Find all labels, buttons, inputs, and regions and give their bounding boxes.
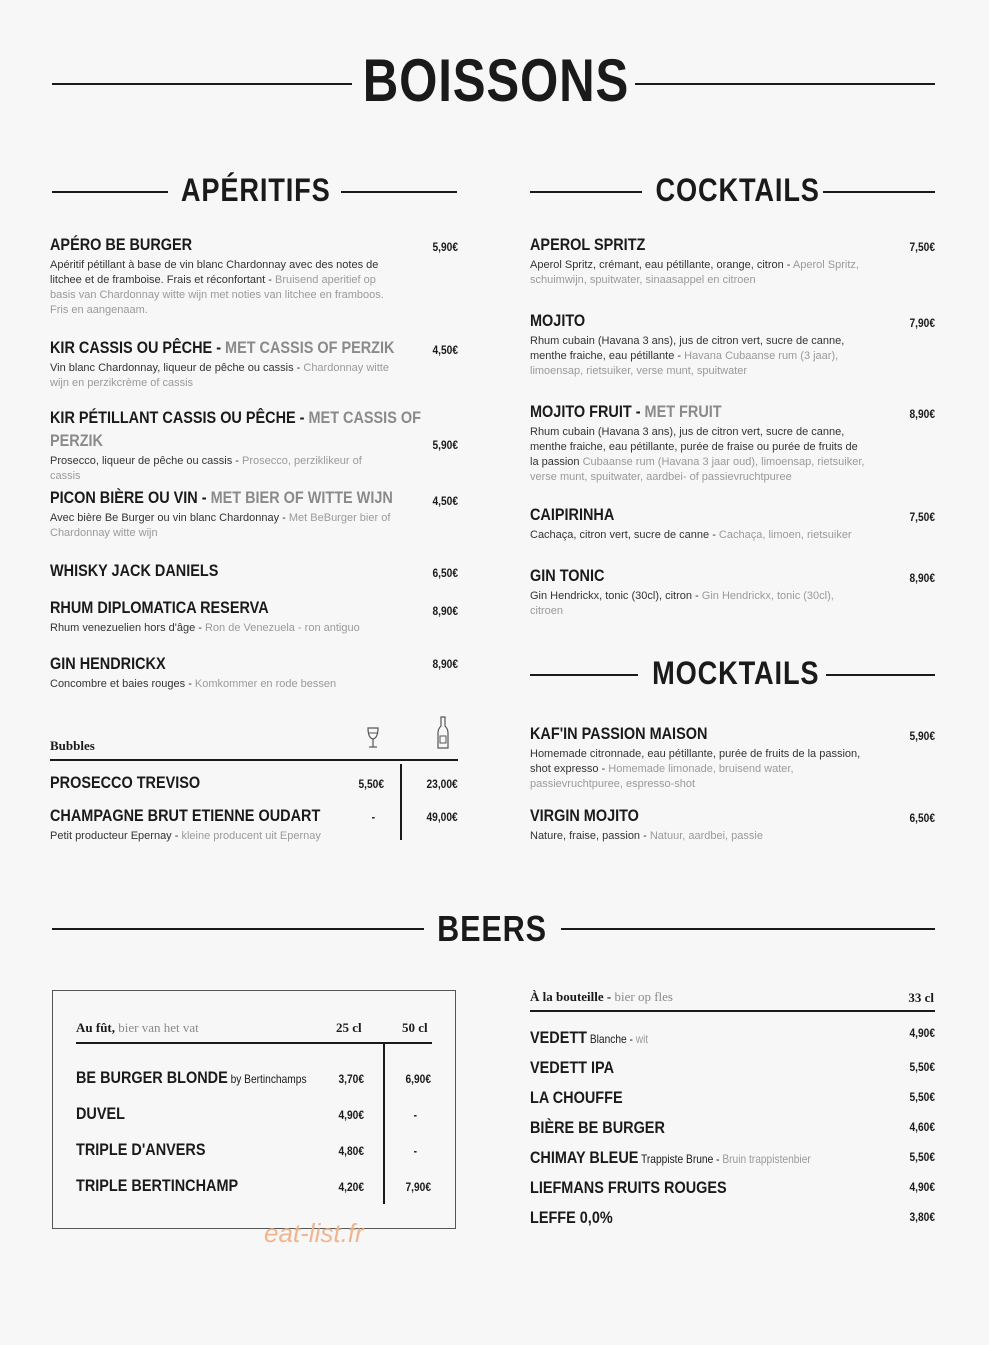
aperitif-name-nl: MET CASSIS OF: [308, 408, 421, 427]
mocktails-rule-left: [530, 674, 638, 676]
mocktail-price: 5,90€: [909, 729, 935, 743]
bottle-beer-name: BIÈRE BE BURGER: [530, 1118, 665, 1137]
aperitif-desc: Vin blanc Chardonnay, liqueur de pêche ou cassis -: [50, 362, 301, 374]
bottle-beer-item: [530, 1178, 727, 1198]
bottle-price: 5,50€: [909, 1150, 935, 1164]
draft-price-50: -: [413, 1144, 417, 1158]
mocktail-desc: Nature, fraise, passion -: [530, 830, 647, 842]
cocktails-rule-right: [823, 191, 935, 193]
bottle-beer-sub-nl: Bruin trappistenbier: [719, 1152, 811, 1166]
bottle-beer-item: [530, 1028, 648, 1048]
aperitif-desc-nl: Chardonnay witte wijn en perzikcrème of cassis: [50, 362, 389, 389]
draft-price-25: 3,70€: [338, 1072, 364, 1086]
bottle-label-nl: bier op fles: [611, 989, 673, 1004]
draft-beer-item: [76, 1068, 307, 1088]
aperitif-name-nl-cont: PERZIK: [50, 431, 103, 450]
bottle-beer-item: [530, 1118, 665, 1138]
mocktails-title: MOCKTAILS: [652, 655, 820, 691]
aperitif-item: [50, 235, 395, 318]
cocktail-desc-nl: Havana Cubaanse rum (3 jaar), limoensap, rietsuiker, verse munt, spuitwater: [530, 350, 839, 377]
aperitif-item: [50, 598, 395, 636]
draft-price-25: 4,20€: [338, 1180, 364, 1194]
aperitif-name-nl: MET CASSIS OF PERZIK: [225, 338, 395, 357]
aperitifs-rule-left: [52, 191, 168, 193]
aperitif-desc-nl: Ron de Venezuela - ron antiguo: [201, 622, 360, 634]
cocktail-item: [530, 235, 868, 288]
cocktail-desc-nl: Gin Hendrickx, tonic (30cl), citroen: [530, 590, 834, 617]
cocktail-name: CAIPIRINHA: [530, 505, 615, 524]
draft-price-50: 6,90€: [405, 1072, 431, 1086]
bottle-beer-name: VEDETT IPA: [530, 1058, 615, 1077]
bottle-beer-name: CHIMAY BLEUE: [530, 1148, 639, 1167]
cocktail-name: GIN TONIC: [530, 566, 605, 585]
cocktail-desc: Aperol Spritz, crémant, eau pétillante, orange, citron -: [530, 259, 791, 271]
cocktail-item: [530, 505, 868, 543]
aperitif-name: PICON BIÈRE OU VIN -: [50, 488, 211, 507]
cocktail-name: APEROL SPRITZ: [530, 235, 646, 254]
bubbles-name: PROSECCO TREVISO: [50, 773, 201, 792]
bottle-price: 4,60€: [909, 1120, 935, 1134]
cocktail-name: MOJITO FRUIT -: [530, 402, 645, 421]
cocktail-item: [530, 311, 868, 379]
aperitif-name: KIR CASSIS OU PÊCHE -: [50, 338, 226, 357]
aperitif-price: 8,90€: [432, 657, 458, 671]
aperitif-price: 5,90€: [432, 438, 458, 452]
cocktail-desc: Rhum cubain (Havana 3 ans), jus de citron vert, sucre de canne, menthe fraiche, eau pétillante -: [530, 335, 845, 362]
mocktails-rule-right: [826, 674, 935, 676]
bubbles-item: [50, 773, 380, 793]
bottle-rule: [530, 1010, 935, 1012]
cocktail-price: 7,50€: [909, 510, 935, 524]
cocktails-rule-left: [530, 191, 642, 193]
aperitif-desc-nl: Prosecco, perziklikeur of cassis: [50, 455, 362, 482]
cocktail-desc-nl: Cachaça, limoen, rietsuiker: [715, 529, 852, 541]
aperitif-desc: Avec bière Be Burger ou vin blanc Chardonnay -: [50, 512, 286, 524]
bottle-price: 5,50€: [909, 1090, 935, 1104]
mocktail-name: VIRGIN MOJITO: [530, 806, 639, 825]
cocktail-price: 7,90€: [909, 316, 935, 330]
cocktails-title: COCKTAILS: [655, 172, 820, 208]
aperitif-name: GIN HENDRICKX: [50, 654, 166, 673]
bottle-beer-name: LIEFMANS FRUITS ROUGES: [530, 1178, 727, 1197]
cocktail-desc: Gin Hendrickx, tonic (30cl), citron -: [530, 590, 699, 602]
aperitif-item: [50, 654, 395, 692]
aperitif-price: 8,90€: [432, 604, 458, 618]
bottle-icon: [436, 716, 450, 750]
cocktail-name: MOJITO: [530, 311, 586, 330]
mocktail-name: KAF'IN PASSION MAISON: [530, 724, 708, 743]
draft-price-25: 4,80€: [338, 1144, 364, 1158]
beers-rule-left: [52, 928, 424, 930]
cocktail-desc-nl: Cubaanse rum (Havana 3 jaar oud), limoensap, rietsuiker, verse munt, spuitwater, aardbei- of passievruchtpuree: [530, 456, 865, 483]
bubbles-glass-price: 5,50€: [358, 777, 384, 791]
bubbles-column-divider: [400, 764, 402, 840]
cocktail-price: 8,90€: [909, 407, 935, 421]
bubbles-name: CHAMPAGNE BRUT ETIENNE OUDART: [50, 806, 321, 825]
bottle-beer-name: LA CHOUFFE: [530, 1088, 623, 1107]
draft-beer-name: TRIPLE D'ANVERS: [76, 1140, 206, 1159]
title-rule-left: [52, 83, 352, 85]
bottle-beer-item: [530, 1088, 623, 1108]
draft-beer-name: DUVEL: [76, 1104, 125, 1123]
bottle-label-fr: À la bouteille -: [530, 989, 612, 1004]
bubbles-rule: [50, 759, 458, 761]
aperitif-desc: Prosecco, liqueur de pêche ou cassis -: [50, 455, 239, 467]
aperitif-item: [50, 561, 395, 581]
beers-rule-right: [561, 928, 935, 930]
draft-col-50cl: 50 cl: [402, 1020, 428, 1035]
aperitif-name: APÉRO BE BURGER: [50, 235, 193, 254]
draft-label: [76, 1020, 199, 1036]
cocktail-name-nl: MET FRUIT: [644, 402, 722, 421]
cocktail-price: 8,90€: [909, 571, 935, 585]
mocktail-item: [530, 806, 868, 844]
draft-beer-sub: by Bertinchamps: [227, 1072, 307, 1086]
beers-title: BEERS: [437, 908, 547, 949]
bottle-price: 4,90€: [909, 1180, 935, 1194]
aperitif-desc-nl: Komkommer en rode bessen: [191, 678, 337, 690]
cocktail-price: 7,50€: [909, 240, 935, 254]
bottle-beer-item: [530, 1148, 811, 1168]
draft-col-25cl: 25 cl: [336, 1020, 362, 1035]
bottle-beer-sub: Trappiste Brune -: [638, 1152, 720, 1166]
draft-price-50: 7,90€: [405, 1180, 431, 1194]
bottle-beer-item: [530, 1208, 613, 1228]
bottle-beer-item: [530, 1058, 614, 1078]
aperitif-price: 4,50€: [432, 343, 458, 357]
cocktail-item: [530, 566, 868, 619]
bottle-col-33cl: 33 cl: [908, 990, 934, 1005]
aperitif-desc: Rhum venezuelien hors d'âge -: [50, 622, 202, 634]
bottle-beer-sub-nl: wit: [632, 1032, 649, 1046]
cocktail-desc: Rhum cubain (Havana 3 ans), jus de citron vert, sucre de canne, menthe fraiche, eau pétillante, purée de fraise ou purée de fruits de la passion: [530, 426, 858, 468]
draft-label-nl: bier van het vat: [115, 1020, 199, 1035]
draft-label-fr: Au fût,: [76, 1020, 116, 1035]
bubbles-glass-price: -: [371, 810, 375, 824]
wine-glass-icon: [366, 726, 380, 750]
aperitif-desc-nl: Bruisend aperitief op basis van Chardonnay witte wijn met noties van litchee en framboos. Fris en aangenaam.: [50, 274, 384, 316]
bottle-price: 3,80€: [909, 1210, 935, 1224]
draft-price-50: -: [413, 1108, 417, 1122]
bubbles-bottle-price: 23,00€: [426, 777, 458, 791]
mocktail-item: [530, 724, 868, 792]
aperitif-item: [50, 338, 395, 391]
draft-beer-item: [76, 1104, 125, 1124]
cocktail-item: [530, 402, 868, 485]
aperitifs-rule-right: [341, 191, 457, 193]
page-title: BOISSONS: [362, 47, 630, 114]
bottle-price: 4,90€: [909, 1026, 935, 1040]
draft-beer-item: [76, 1176, 238, 1196]
aperitif-name-nl: MET BIER OF WITTE WIJN: [210, 488, 393, 507]
aperitif-name: RHUM DIPLOMATICA RESERVA: [50, 598, 269, 617]
bottle-label: [530, 989, 673, 1005]
aperitif-desc: Concombre et baies rouges -: [50, 678, 192, 690]
bottle-beer-sub: Blanche -: [587, 1032, 633, 1046]
mocktail-desc-nl: Natuur, aardbei, passie: [646, 830, 763, 842]
draft-beer-name: TRIPLE BERTINCHAMP: [76, 1176, 239, 1195]
draft-beer-item: [76, 1140, 205, 1160]
aperitif-desc-nl: Met BeBurger bier of Chardonnay witte wijn: [50, 512, 391, 539]
aperitif-item: [50, 408, 421, 484]
bubbles-item: [50, 806, 380, 844]
watermark: eat-list.fr: [264, 1218, 364, 1248]
bottle-beer-name: LEFFE 0,0%: [530, 1208, 613, 1227]
aperitif-name: KIR PÉTILLANT CASSIS OU PÊCHE -: [50, 408, 309, 427]
draft-beer-name: BE BURGER BLONDE: [76, 1068, 228, 1087]
mocktail-price: 6,50€: [909, 811, 935, 825]
aperitif-item: [50, 488, 395, 541]
cocktail-desc: Cachaça, citron vert, sucre de canne -: [530, 529, 716, 541]
bubbles-desc: Petit producteur Epernay -: [50, 830, 179, 842]
draft-rule: [76, 1042, 432, 1044]
cocktail-desc-nl: Aperol Spritz, schuimwijn, spuitwater, sinaasappel en citroen: [530, 259, 859, 286]
aperitif-desc: Apéritif pétillant à base de vin blanc Chardonnay avec des notes de litchee et de framboise. Frais et réconfortant -: [50, 259, 379, 286]
bubbles-bottle-price: 49,00€: [426, 810, 458, 824]
aperitif-price: 6,50€: [432, 566, 458, 580]
mocktail-desc-nl: Homemade limonade, bruisend water, passievruchtpuree, espresso-shot: [530, 763, 794, 790]
bottle-beer-name: VEDETT: [530, 1028, 588, 1047]
title-rule-right: [635, 83, 935, 85]
mocktail-desc: Homemade citronnade, eau pétillante, purée de fruits de la passion, shot expresso -: [530, 748, 861, 775]
aperitifs-title: APÉRITIFS: [180, 172, 331, 208]
bottle-price: 5,50€: [909, 1060, 935, 1074]
bubbles-label: Bubbles: [50, 738, 95, 753]
draft-price-25: 4,90€: [338, 1108, 364, 1122]
aperitif-name: WHISKY JACK DANIELS: [50, 561, 219, 580]
bubbles-desc-nl: kleine producent uit Epernay: [178, 830, 321, 842]
aperitif-price: 4,50€: [432, 494, 458, 508]
aperitif-price: 5,90€: [432, 240, 458, 254]
draft-column-divider: [383, 1044, 385, 1204]
